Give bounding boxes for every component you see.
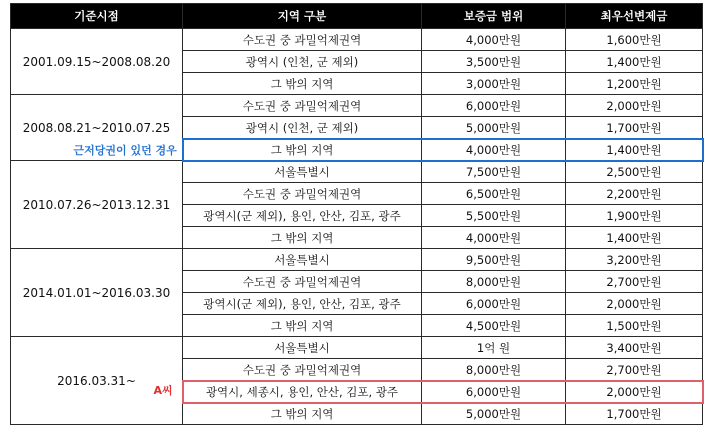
period-label: 2008.08.21~2010.07.25 [22,120,171,135]
table-row [11,29,703,51]
header-region: 지역 구분 [183,4,422,29]
priority-amount-cell: 3,200만원 [566,249,703,271]
deposit-cell: 4,500만원 [422,315,566,337]
deposit-cell: 5,000만원 [422,403,566,425]
region-cell: 광역시(군 제외), 용인, 안산, 김포, 광주 [183,293,422,315]
priority-amount-cell: 1,500만원 [566,315,703,337]
deposit-cell: 4,000만원 [422,29,566,51]
deposit-priority-table-container [10,3,702,436]
region-cell: 수도권 중 과밀억제권역 [183,359,422,381]
deposit-cell: 6,000만원 [422,95,566,117]
header-priority-amount: 최우선변제금 [566,4,703,29]
priority-amount-cell: 2,000만원 [566,95,703,117]
region-cell: 광역시, 세종시, 용인, 안산, 김포, 광주 [183,381,422,403]
deposit-cell: 5,000만원 [422,117,566,139]
table-header-row [11,4,703,29]
deposit-cell: 1억 원 [422,337,566,359]
region-cell: 그 밖의 지역 [183,139,422,161]
table-body [11,29,703,425]
period-cell [11,161,183,249]
deposit-cell: 3,500만원 [422,51,566,73]
region-cell: 그 밖의 지역 [183,403,422,425]
region-cell: 그 밖의 지역 [183,73,422,95]
table-row [11,337,703,359]
period-cell [11,249,183,337]
table-row [11,249,703,271]
region-cell: 서울특별시 [183,161,422,183]
priority-amount-cell: 1,200만원 [566,73,703,95]
region-cell: 수도권 중 과밀억제권역 [183,29,422,51]
priority-amount-cell: 1,900만원 [566,205,703,227]
deposit-cell: 8,000만원 [422,271,566,293]
priority-amount-cell: 2,200만원 [566,183,703,205]
priority-amount-cell: 2,000만원 [566,381,703,403]
priority-amount-cell: 2,700만원 [566,359,703,381]
priority-amount-cell: 1,400만원 [566,227,703,249]
note-mortgage-existing: 근저당권이 있던 경우 [73,143,177,157]
priority-repayment-table [10,3,703,425]
deposit-cell: 8,000만원 [422,359,566,381]
period-cell [11,337,183,425]
period-label: 2001.09.15~2008.08.20 [22,54,171,69]
deposit-cell: 5,500만원 [422,205,566,227]
priority-amount-cell: 1,700만원 [566,403,703,425]
period-cell [11,29,183,95]
deposit-cell: 6,000만원 [422,293,566,315]
priority-amount-cell: 2,500만원 [566,161,703,183]
priority-amount-cell: 1,400만원 [566,51,703,73]
region-cell: 서울특별시 [183,249,422,271]
priority-amount-cell: 1,400만원 [566,139,703,161]
deposit-cell: 4,000만원 [422,139,566,161]
deposit-cell: 6,500만원 [422,183,566,205]
header-base-date: 기준시점 [11,4,183,29]
region-cell: 광역시 (인천, 군 제외) [183,51,422,73]
region-cell: 광역시(군 제외), 용인, 안산, 김포, 광주 [183,205,422,227]
header-deposit-range: 보증금 범위 [422,4,566,29]
deposit-cell: 7,500만원 [422,161,566,183]
deposit-cell: 6,000만원 [422,381,566,403]
region-cell: 서울특별시 [183,337,422,359]
period-label: 2010.07.26~2013.12.31 [22,197,171,212]
table-row [11,161,703,183]
region-cell: 그 밖의 지역 [183,227,422,249]
priority-amount-cell: 2,700만원 [566,271,703,293]
deposit-cell: 4,000만원 [422,227,566,249]
note-person-a: A씨 [153,383,173,397]
region-cell: 수도권 중 과밀억제권역 [183,271,422,293]
deposit-cell: 9,500만원 [422,249,566,271]
region-cell: 수도권 중 과밀억제권역 [183,95,422,117]
region-cell: 광역시 (인천, 군 제외) [183,117,422,139]
priority-amount-cell: 1,600만원 [566,29,703,51]
priority-amount-cell: 1,700만원 [566,117,703,139]
table-row [11,95,703,117]
region-cell: 수도권 중 과밀억제권역 [183,183,422,205]
priority-amount-cell: 2,000만원 [566,293,703,315]
region-cell: 그 밖의 지역 [183,315,422,337]
priority-amount-cell: 3,400만원 [566,337,703,359]
period-label: 2014.01.01~2016.03.30 [22,285,171,300]
period-label: 2016.03.31~ [57,373,136,388]
deposit-cell: 3,000만원 [422,73,566,95]
